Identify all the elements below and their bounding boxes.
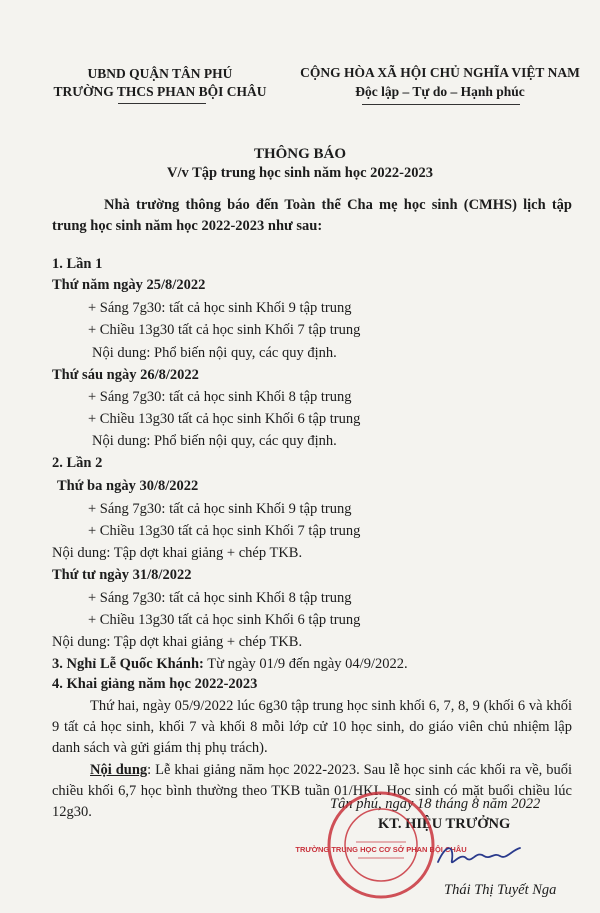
section2-day2-line1: + Sáng 7g30: tất cả học sinh Khối 8 tập trung <box>88 590 352 606</box>
page-subtitle: V/v Tập trung học sinh năm học 2022-2023 <box>166 165 433 181</box>
section2-heading: 2. Lần 2 <box>52 455 103 471</box>
section1-heading: 1. Lần 1 <box>52 256 103 272</box>
section4-heading: 4. Khai giảng năm học 2022-2023 <box>52 676 258 692</box>
section1-day2-line2: + Chiều 13g30 tất cả học sinh Khối 6 tập trung <box>88 411 361 427</box>
section1-day1-line1: + Sáng 7g30: tất cả học sinh Khối 9 tập trung <box>88 300 352 316</box>
section2-day2-heading: Thứ tư ngày 31/8/2022 <box>52 567 192 583</box>
section4-paragraph2 <box>52 760 572 823</box>
section3-line <box>52 656 408 673</box>
section1-day1-line2: + Chiều 13g30 tất cả học sinh Khối 7 tập trung <box>88 322 361 338</box>
signature-role: KT. HIỆU TRƯỞNG <box>378 816 511 832</box>
signature-scribble-icon <box>434 838 524 872</box>
section3-text: Từ ngày 01/9 đến ngày 04/9/2022. <box>203 656 408 672</box>
header-right-line1: CỘNG HÒA XÃ HỘI CHỦ NGHĨA VIỆT NAM <box>300 65 580 80</box>
header-right-line2: Độc lập – Tự do – Hạnh phúc <box>355 84 525 99</box>
section1-day2-heading: Thứ sáu ngày 26/8/2022 <box>52 367 199 383</box>
section2-day1-content: Nội dung: Tập dợt khai giảng + chép TKB. <box>52 545 303 561</box>
header-left-underline <box>118 103 206 104</box>
section1-day1-heading: Thứ năm ngày 25/8/2022 <box>52 277 206 293</box>
section2-day1-line2: + Chiều 13g30 tất cả học sinh Khối 7 tập trung <box>88 523 361 539</box>
section3-heading: 3. Nghỉ Lễ Quốc Khánh: <box>52 656 204 672</box>
stamp-inner-text: TRƯỜNG TRUNG HỌC CƠ SỞ PHAN BỘI CHÂU <box>295 845 467 854</box>
section2-day2-line2: + Chiều 13g30 tất cả học sinh Khối 6 tập trung <box>88 612 361 628</box>
section4-paragraph1: Thứ hai, ngày 05/9/2022 lúc 6g30 tập trung học sinh khối 6, 7, 8, 9 (khối 6 và khối 9 tất cả học sinh, khối 7 và khối 8 mỗi lớp cử 10 học sinh, do giáo viên chủ nhiệm lập danh sách và gửi giám thị phụ trách). <box>52 698 572 756</box>
page-title: THÔNG BÁO <box>253 146 347 162</box>
section1-day1-content: Nội dung: Phổ biến nội quy, các quy định. <box>92 345 337 361</box>
section1-day2-content: Nội dung: Phổ biến nội quy, các quy định. <box>92 433 337 449</box>
header-left-line2: TRƯỜNG THCS PHAN BỘI CHÂU <box>53 84 267 99</box>
header-right-underline <box>362 104 520 105</box>
section2-day1-heading: Thứ ba ngày 30/8/2022 <box>57 478 199 494</box>
signature-name: Thái Thị Tuyết Nga <box>444 882 557 898</box>
signature-date: Tân phú, ngày 18 tháng 8 năm 2022 <box>330 796 541 812</box>
section2-day2-content: Nội dung: Tập dợt khai giảng + chép TKB. <box>52 634 303 650</box>
section4-content-text: : Lễ khai giảng năm học 2022-2023. Sau lễ học sinh các khối ra về, buổi chiều khối 6,7 học bình thường theo TKB tuần 01/HKI. Học sinh có mặt buổi chiều lúc 12g30. <box>52 762 572 820</box>
intro-paragraph: Nhà trường thông báo đến Toàn thể Cha mẹ học sinh (CMHS) lịch tập trung học sinh năm học 2022-2023 như sau: <box>52 197 572 234</box>
section4-content-label: Nội dung <box>90 762 148 778</box>
header-left-line1: UBND QUẬN TÂN PHÚ <box>87 66 233 81</box>
section2-day1-line1: + Sáng 7g30: tất cả học sinh Khối 9 tập trung <box>88 501 352 517</box>
section1-day2-line1: + Sáng 7g30: tất cả học sinh Khối 8 tập trung <box>88 389 352 405</box>
